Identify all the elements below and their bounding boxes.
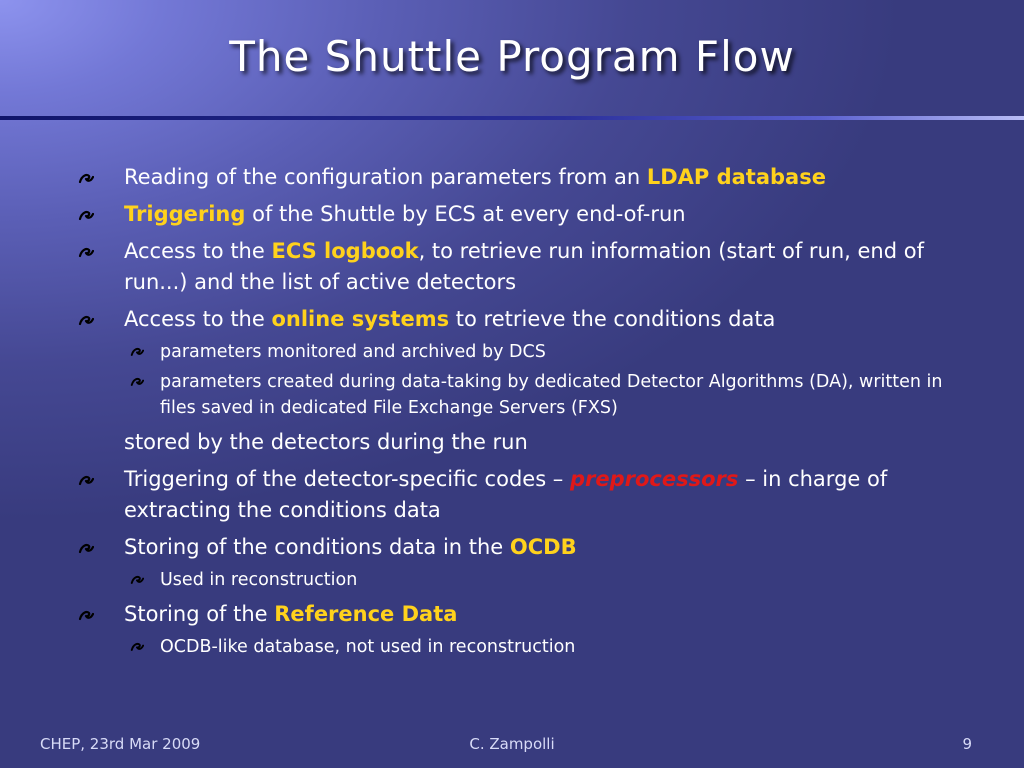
highlight-ldap-database: LDAP database: [646, 165, 826, 189]
bullet-item-config: [76, 162, 976, 193]
bullet-item-preprocessors: [76, 464, 976, 526]
scroll-bullet-icon: [130, 573, 144, 586]
bullet-text: Triggering of the detector-specific codes –: [124, 467, 570, 491]
sub-bullet-reconstruction: [76, 567, 976, 593]
highlight-triggering: Triggering: [124, 202, 246, 226]
sub-bullet-da: [76, 369, 976, 421]
bullet-text: Access to the: [124, 307, 272, 331]
highlight-online-systems: online systems: [271, 307, 450, 331]
bullet-text: parameters monitored and archived by DCS: [160, 342, 546, 362]
scroll-bullet-icon: [78, 245, 94, 259]
bullet-item-reference-data: [76, 599, 976, 630]
footer-page-number: 9: [962, 735, 972, 753]
bullet-text: , to retrieve run information (start of run, end of run...) and the list of active detectors: [124, 239, 924, 294]
bullet-text: Used in reconstruction: [160, 570, 358, 590]
bullet-item-triggering-shuttle: [76, 199, 976, 230]
scroll-bullet-icon: [130, 345, 144, 358]
bullet-text: to retrieve the conditions data: [449, 307, 776, 331]
highlight-ecs-logbook: ECS logbook: [271, 239, 419, 263]
bullet-text: stored by the detectors during the run: [124, 430, 528, 454]
bullet-text: Storing of the conditions data in the: [124, 535, 510, 559]
bullet-item-online-systems: [76, 304, 976, 335]
bullet-text: – in charge of extracting the conditions data: [124, 467, 888, 522]
sub-bullet-dcs: [76, 339, 976, 365]
scroll-bullet-icon: [78, 208, 94, 222]
bullet-text: parameters created during data-taking by dedicated Detector Algorithms (DA), written in files saved in dedicated File Exchange Servers (FXS): [160, 372, 943, 418]
scroll-bullet-icon: [78, 171, 94, 185]
footer-event-date: CHEP, 23rd Mar 2009: [40, 735, 201, 753]
scroll-bullet-icon: [78, 608, 94, 622]
highlight-reference-data: Reference Data: [274, 602, 458, 626]
bullet-item-ocdb: [76, 532, 976, 563]
scroll-bullet-icon: [130, 640, 144, 653]
highlight-ocdb: OCDB: [509, 535, 577, 559]
slide-title: The Shuttle Program Flow: [229, 32, 795, 81]
footer-author: C. Zampolli: [469, 735, 555, 753]
bullet-text: Reading of the configuration parameters from an: [124, 165, 647, 189]
bullet-text: Access to the: [124, 239, 272, 263]
bullet-text: OCDB-like database, not used in reconstruction: [160, 637, 576, 657]
bullet-text: of the Shuttle by ECS at every end-of-run: [245, 202, 686, 226]
scroll-bullet-icon: [78, 541, 94, 555]
title-divider: [0, 116, 1024, 120]
bullet-text: Storing of the: [124, 602, 275, 626]
sub-bullet-ocdb-like: [76, 634, 976, 660]
scroll-bullet-icon: [78, 313, 94, 327]
continuation-text: [76, 427, 976, 458]
bullet-list: [76, 162, 976, 660]
bullet-item-ecs-logbook: [76, 236, 976, 298]
scroll-bullet-icon: [130, 375, 144, 388]
scroll-bullet-icon: [78, 473, 94, 487]
emphasis-preprocessors: preprocessors: [569, 467, 739, 491]
